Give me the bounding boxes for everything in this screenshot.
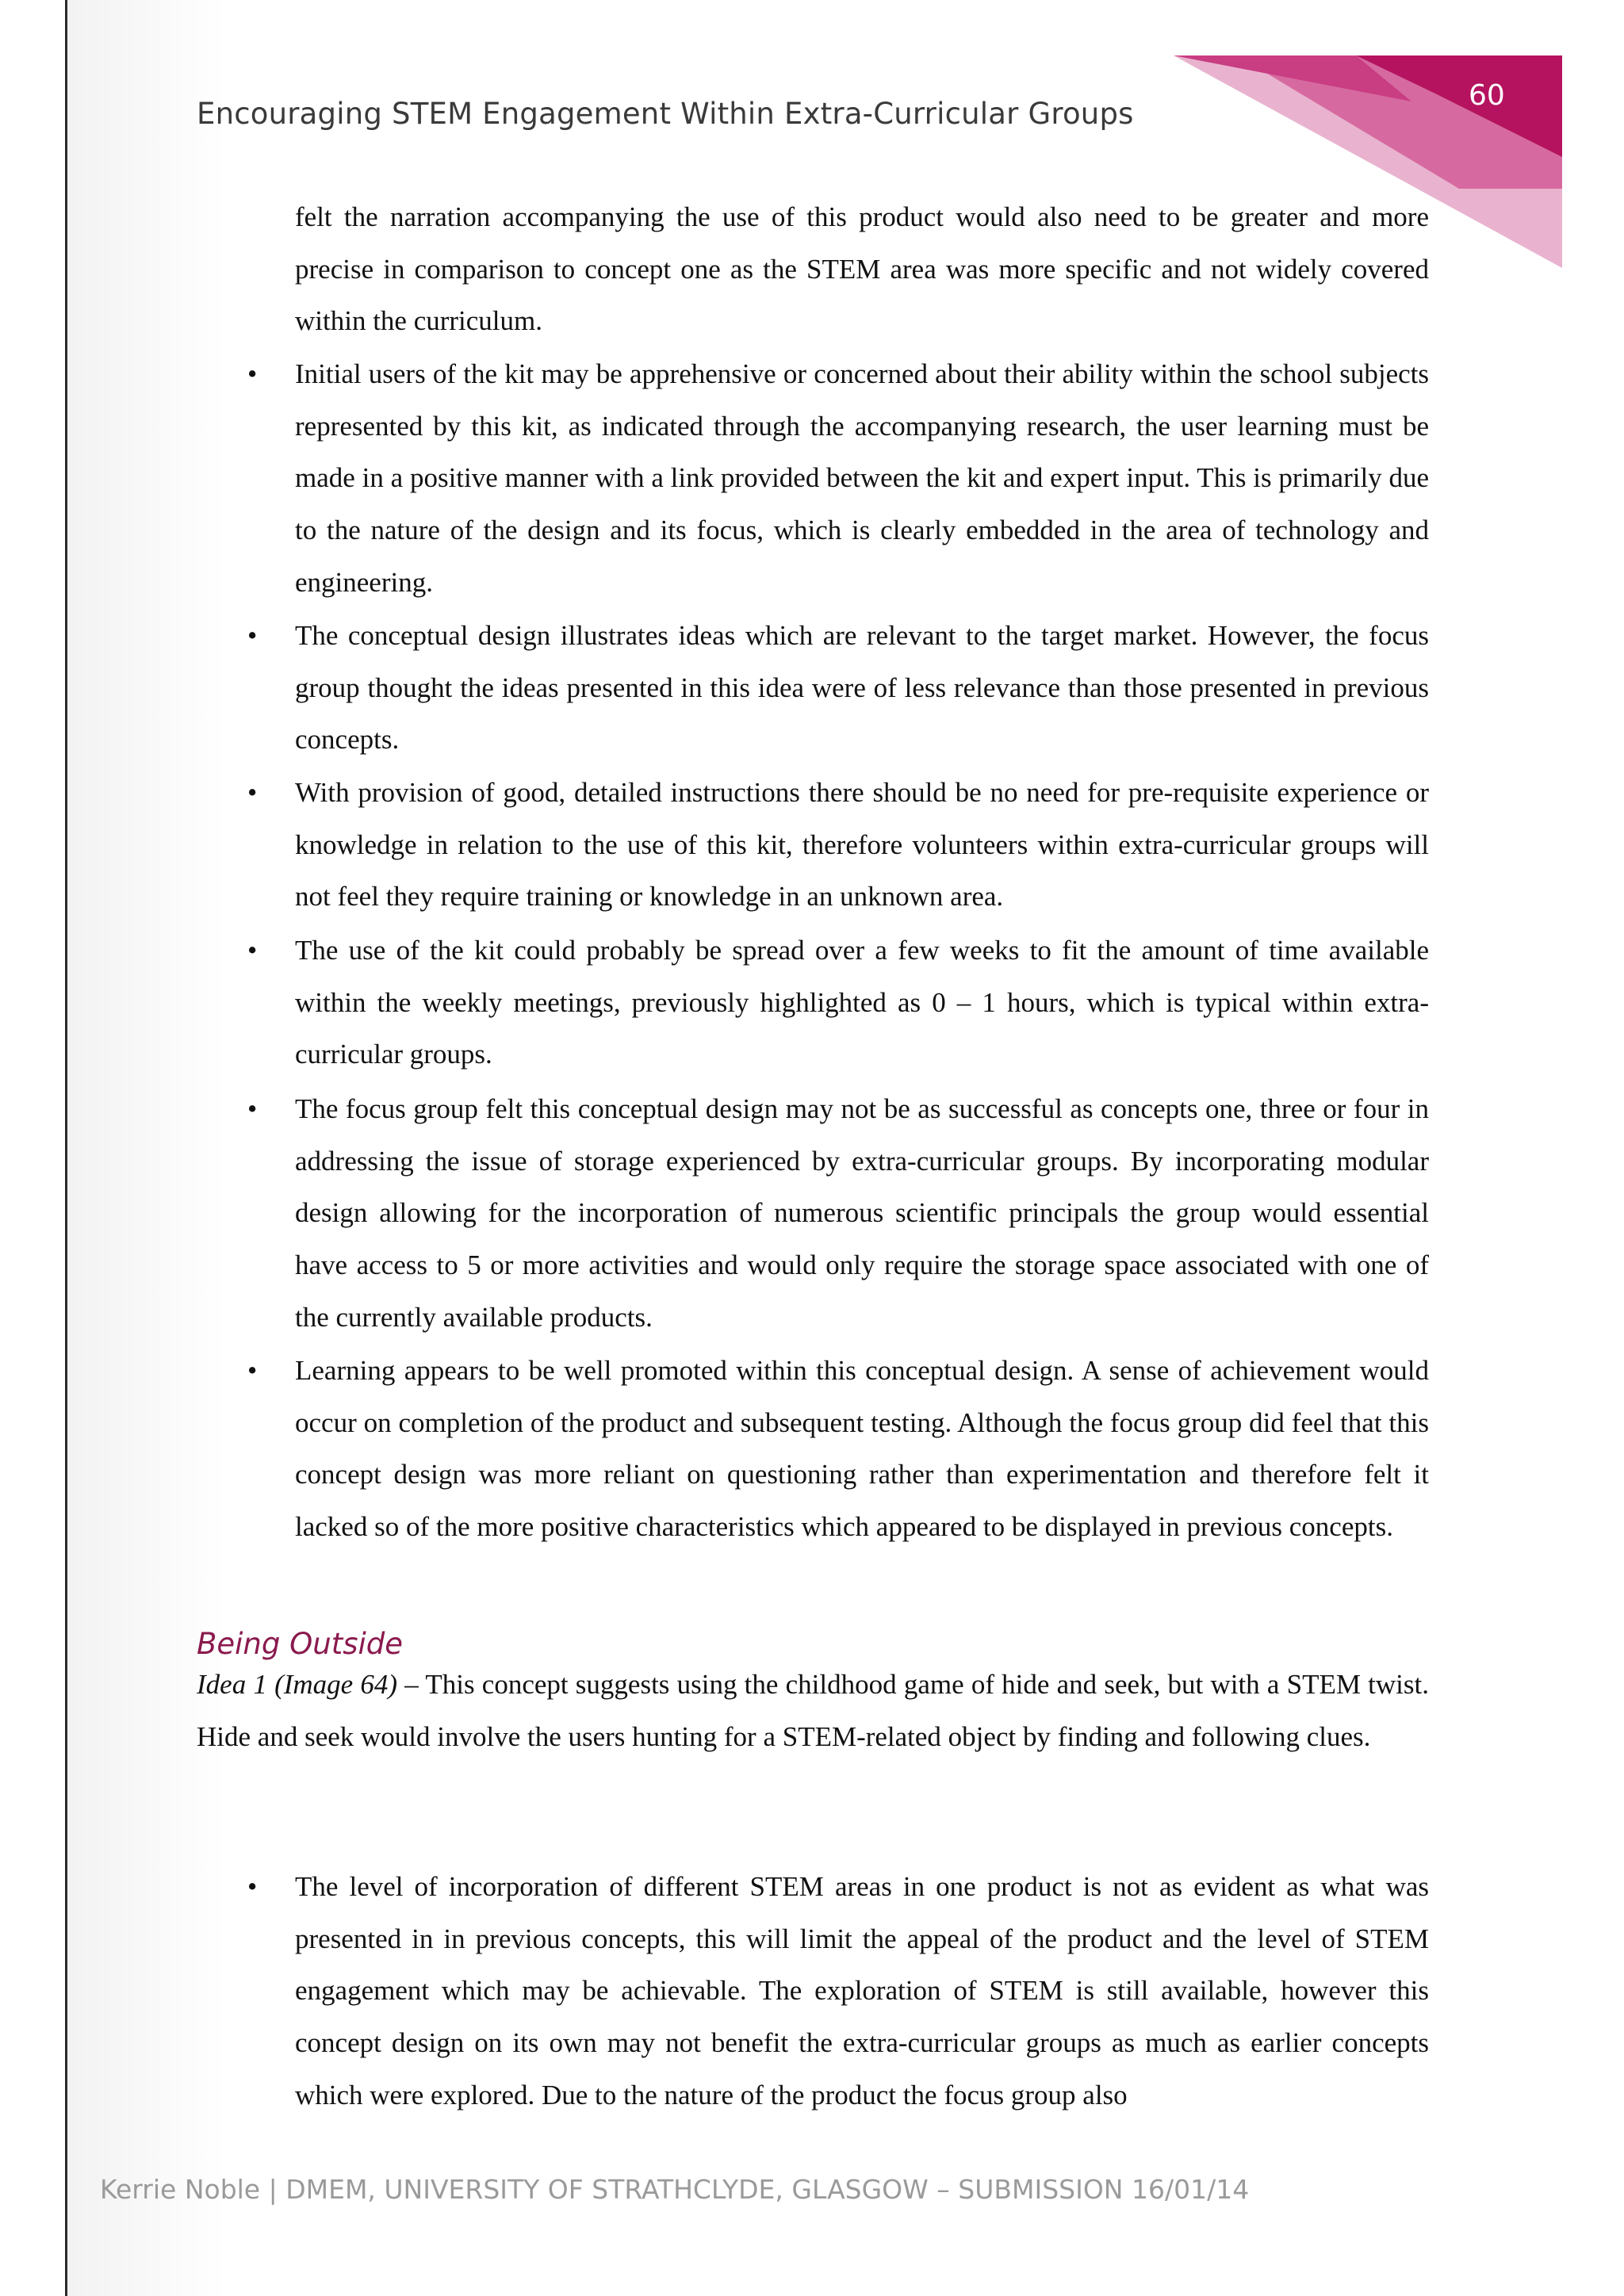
page-number: 60 <box>1469 79 1505 112</box>
page-footer: Kerrie Noble | DMEM, UNIVERSITY OF STRATHCLYDE, GLASGOW – SUBMISSION 16/01/14 <box>100 2174 1250 2205</box>
bullet-marker: • <box>247 620 258 651</box>
bullet-item: The use of the kit could probably be spread over a few weeks to fit the amount of time available within the weekly meetings, previously highlighted as 0 – 1 hours, which is typical within extra-curricular groups. <box>295 935 1429 1070</box>
idea-paragraph <box>197 1659 1429 1762</box>
bullet-item: The focus group felt this conceptual design may not be as successful as concepts one, three or four in addressing the issue of storage experienced by extra-curricular groups. By incorporating modular design allowing for the incorporation of numerous scientific principals the group would essential have access to 5 or more activities and would only require the storage space associated with one of the currently available products. <box>295 1093 1429 1333</box>
bullet-marker: • <box>247 777 258 808</box>
bullet-marker: • <box>247 1093 258 1124</box>
running-header-title: Encouraging STEM Engagement Within Extra-Curricular Groups <box>197 97 1134 131</box>
idea-text: – This concept suggests using the childhood game of hide and seek, but with a STEM twist. Hide and seek would involve the users hunting for a STEM-related object by finding and following clues. <box>197 1669 1429 1752</box>
bullet-marker: • <box>247 935 258 966</box>
page-margin-rule <box>65 0 67 2296</box>
bullet-item: Initial users of the kit may be apprehensive or concerned about their ability within the school subjects represented by this kit, as indicated through the accompanying research, the user learning must be made in a positive manner with a link provided between the kit and expert input. This is primarily due to the nature of the design and its focus, which is clearly embedded in the area of technology and engineering. <box>295 358 1429 598</box>
bullet-marker: • <box>247 1355 258 1386</box>
bullet-marker: • <box>247 1871 258 1902</box>
bullet-item: Learning appears to be well promoted within this conceptual design. A sense of achievement would occur on completion of the product and subsequent testing. Although the focus group did feel that this concept design was more reliant on questioning rather than experimentation and therefore felt it lacked so of the more positive characteristics which appeared to be displayed in previous concepts. <box>295 1355 1429 1543</box>
bullet-item: The level of incorporation of different STEM areas in one product is not as evident as what was presented in in previous concepts, this will limit the appeal of the product and the level of STEM engagement which may be achievable. The exploration of STEM is still available, however this concept design on its own may not benefit the extra-curricular groups as much as earlier concepts which were explored. Due to the nature of the product the focus group also <box>295 1871 1429 2110</box>
bullet-item: The conceptual design illustrates ideas which are relevant to the target market. However, the focus group thought the ideas presented in this idea were of less relevance than those presented in previous concepts. <box>295 620 1429 756</box>
bullet-item: With provision of good, detailed instructions there should be no need for pre-requisite experience or knowledge in relation to the use of this kit, therefore volunteers within extra-curricular groups will not feel they require training or knowledge in an unknown area. <box>295 777 1429 913</box>
page-margin-shade <box>67 0 226 2296</box>
continuation-paragraph: felt the narration accompanying the use of this product would also need to be greater and more precise in comparison to concept one as the STEM area was more specific and not widely covered within the curriculum. <box>295 201 1429 337</box>
bullet-marker: • <box>247 358 258 389</box>
idea-label: Idea 1 (Image 64) <box>197 1669 398 1700</box>
section-heading: Being Outside <box>197 1627 404 1661</box>
